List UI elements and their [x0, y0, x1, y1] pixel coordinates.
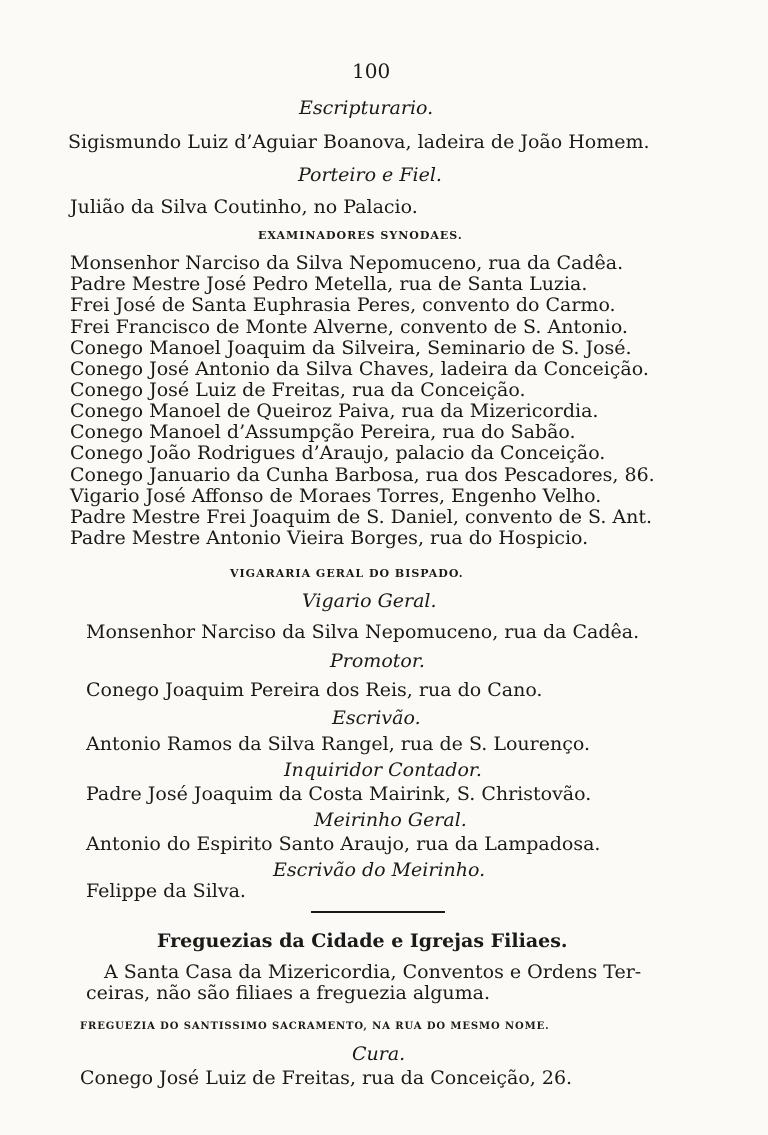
heading-escripturario: Escripturario. — [299, 97, 434, 119]
entry-examinador: Monsenhor Narciso da Silva Nepomuceno, rua da Cadêa. — [70, 252, 624, 274]
section-examinadores: EXAMINADORES SYNODAES. — [258, 229, 463, 242]
heading-porteiro: Porteiro e Fiel. — [298, 164, 442, 186]
entry-examinador: Conego Manoel de Queiroz Paiva, rua da Mizericordia. — [70, 400, 599, 422]
entry-meirinho: Antonio do Espirito Santo Araujo, rua da Lampadosa. — [86, 833, 601, 855]
entry-vigario-geral: Monsenhor Narciso da Silva Nepomuceno, rua da Cadêa. — [86, 621, 640, 643]
section-divider — [311, 911, 445, 913]
entry-examinador: Frei Francisco de Monte Alverne, convento de S. Antonio. — [70, 316, 628, 338]
heading-escrivao: Escrivão. — [332, 707, 421, 729]
entry-examinador: Conego Manoel d’Assumpção Pereira, rua do Sabão. — [70, 421, 576, 443]
entry-examinador: Conego José Antonio da Silva Chaves, ladeira da Conceição. — [70, 358, 649, 380]
entry-cura: Conego José Luiz de Freitas, rua da Conceição, 26. — [80, 1067, 573, 1089]
entry-examinador: Frei José de Santa Euphrasia Peres, convento do Carmo. — [70, 294, 616, 316]
heading-escrivao-meirinho: Escrivão do Meirinho. — [273, 859, 486, 881]
page-number: 100 — [352, 59, 391, 83]
heading-meirinho: Meirinho Geral. — [314, 809, 467, 831]
entry-inquiridor: Padre José Joaquim da Costa Mairink, S. Christovão. — [86, 783, 592, 805]
entry-examinador: Conego João Rodrigues d’Araujo, palacio da Conceição. — [70, 442, 606, 464]
section-freguezias: Freguezias da Cidade e Igrejas Filiaes. — [157, 930, 568, 952]
entry-examinador: Padre Mestre Frei Joaquim de S. Daniel, convento de S. Ant. — [70, 506, 653, 528]
entry-porteiro: Julião da Silva Coutinho, no Palacio. — [70, 196, 418, 218]
entry-examinador: Conego Manoel Joaquim da Silveira, Seminario de S. José. — [70, 337, 632, 359]
entry-examinador: Vigario José Affonso de Moraes Torres, Engenho Velho. — [70, 485, 602, 507]
section-vigararia: VIGARARIA GERAL DO BISPADO. — [230, 567, 464, 580]
heading-cura: Cura. — [352, 1043, 406, 1065]
entry-promotor: Conego Joaquim Pereira dos Reis, rua do Cano. — [86, 679, 543, 701]
entry-examinador: Padre Mestre Antonio Vieira Borges, rua do Hospicio. — [70, 527, 589, 549]
paragraph-line: ceiras, não são filiaes a freguezia alguma. — [86, 982, 491, 1004]
paragraph-line: A Santa Casa da Mizericordia, Conventos e Ordens Ter- — [104, 961, 642, 983]
heading-inquiridor: Inquiridor Contador. — [284, 759, 482, 781]
heading-promotor: Promotor. — [330, 650, 425, 672]
entry-examinador: Padre Mestre José Pedro Metella, rua de Santa Luzia. — [70, 273, 588, 295]
entry-escrivao-meirinho: Felippe da Silva. — [86, 880, 246, 902]
entry-examinador: Conego Januario da Cunha Barbosa, rua dos Pescadores, 86. — [70, 464, 655, 486]
section-freguezia-sacramento: FREGUEZIA DO SANTISSIMO SACRAMENTO, NA RUA DO MESMO NOME. — [80, 1021, 550, 1032]
entry-escrivao: Antonio Ramos da Silva Rangel, rua de S. Lourenço. — [86, 733, 591, 755]
heading-vigario-geral: Vigario Geral. — [302, 590, 437, 612]
entry-escripturario: Sigismundo Luiz d’Aguiar Boanova, ladeira de João Homem. — [68, 131, 650, 153]
entry-examinador: Conego José Luiz de Freitas, rua da Conceição. — [70, 379, 526, 401]
